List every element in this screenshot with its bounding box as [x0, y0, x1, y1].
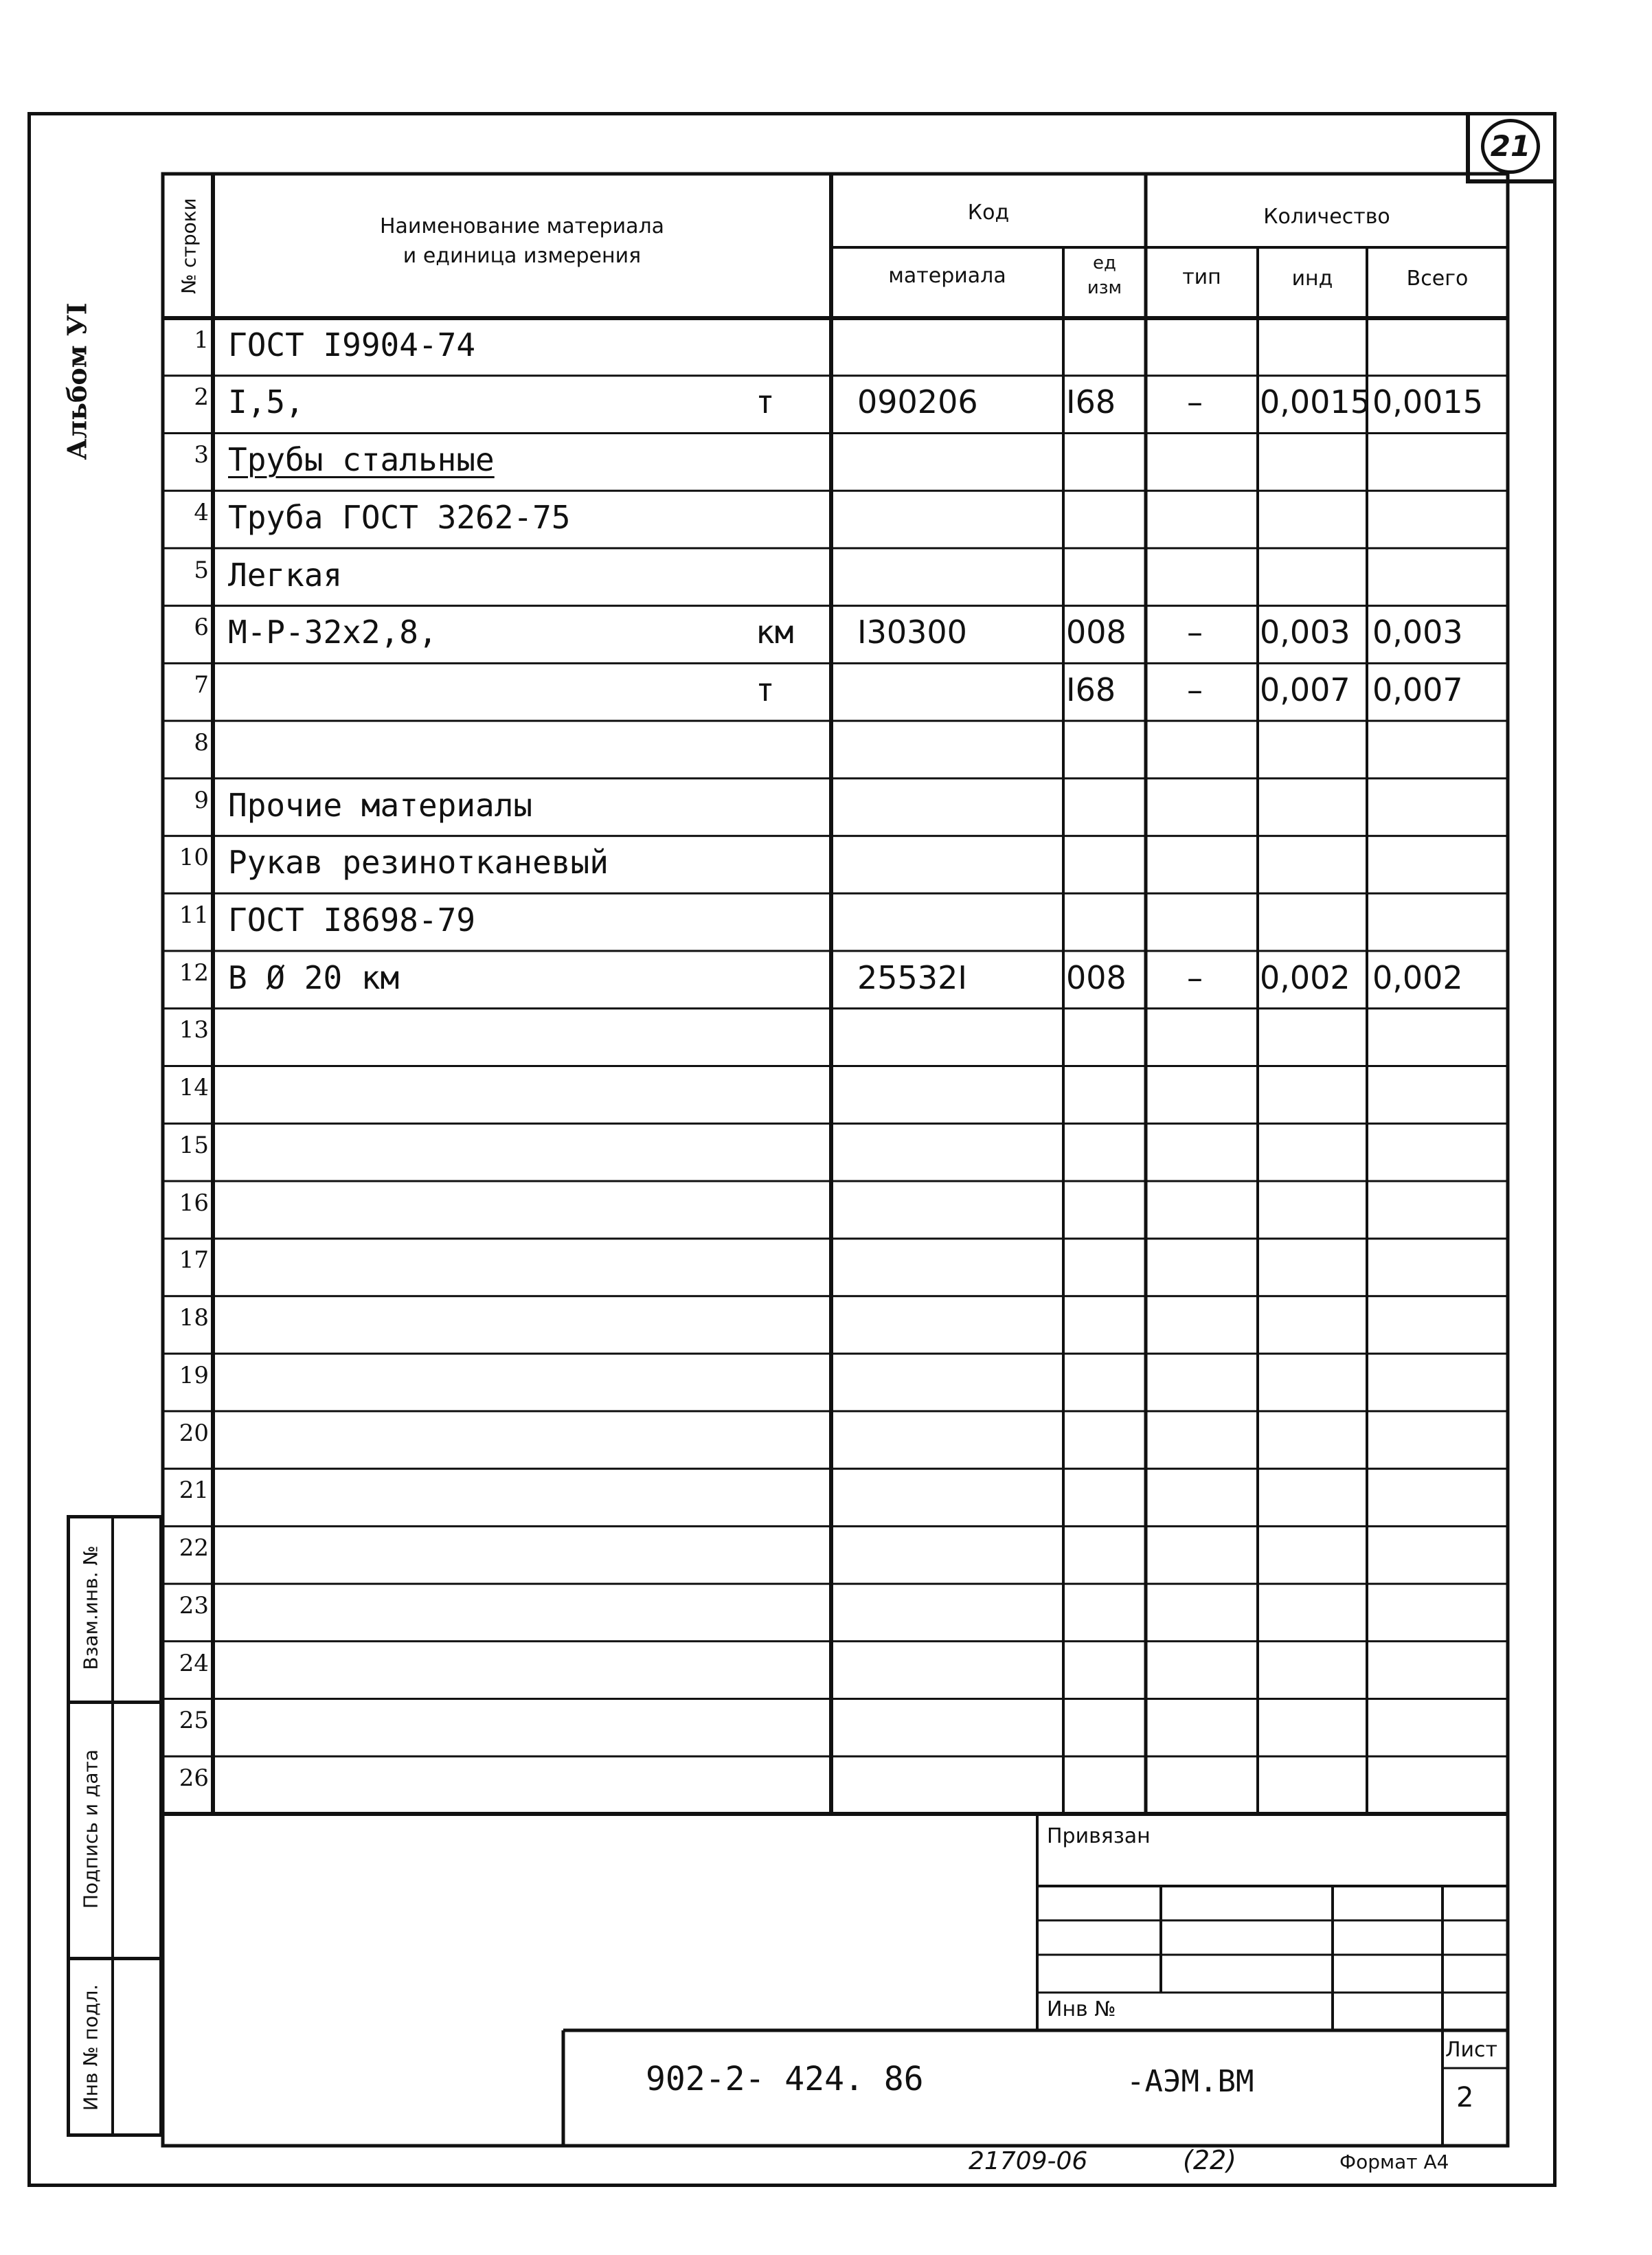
row-number: 4 — [194, 498, 209, 526]
name-header-line1: Наименование материала — [379, 214, 665, 238]
type-header: тип — [1182, 265, 1221, 289]
material-name: ГОСТ I9904-74 — [228, 326, 476, 363]
row-number: 17 — [179, 1246, 209, 1275]
bound-label: Привязан — [1047, 1824, 1151, 1848]
type-quantity: – — [1187, 383, 1203, 421]
type-quantity: – — [1187, 958, 1203, 996]
ind-header: инд — [1291, 267, 1333, 291]
row-number: 24 — [179, 1649, 209, 1677]
total-quantity: 0,002 — [1372, 958, 1463, 996]
material-name: М-Р-32х2,8, — [228, 614, 438, 651]
row-number: 26 — [179, 1764, 209, 1792]
album-label: Альбом УI — [61, 302, 93, 460]
row-number: 19 — [179, 1361, 209, 1389]
row-number: 5 — [194, 556, 209, 584]
unit-header-line2: изм — [1087, 278, 1122, 298]
row-number: 23 — [179, 1591, 209, 1619]
total-quantity: 0,007 — [1372, 671, 1463, 709]
material-name: Прочие материалы — [228, 786, 533, 824]
individual-quantity: 0,003 — [1260, 614, 1350, 651]
unit-of-measure: км — [756, 614, 794, 651]
sheet-value: 2 — [1456, 2082, 1474, 2113]
row-number: 6 — [194, 614, 209, 642]
inv-orig-label: Инв № подл. — [79, 1984, 102, 2111]
quantity-header: Количество — [1263, 205, 1390, 229]
row-number-header: № строки — [177, 198, 201, 294]
unit-code: 008 — [1066, 958, 1127, 996]
row-number: 13 — [179, 1016, 209, 1044]
row-number: 3 — [194, 441, 209, 469]
row-number: 9 — [194, 786, 209, 814]
unit-code: 008 — [1066, 614, 1127, 651]
material-name: Трубы стальные — [228, 441, 495, 479]
code-header: Код — [967, 201, 1010, 225]
sheet-label: Лист — [1445, 2038, 1498, 2062]
row-number: 7 — [194, 671, 209, 699]
material-name: I,5, — [228, 383, 304, 421]
row-number: 1 — [194, 326, 209, 354]
material-name: ГОСТ I8698-79 — [228, 901, 476, 939]
signature-date-label: Подпись и дата — [79, 1749, 102, 1909]
row-number: 12 — [179, 958, 209, 987]
row-number: 21 — [179, 1477, 209, 1505]
material-header: материала — [888, 264, 1006, 288]
inv-no-label: Инв № — [1047, 1997, 1116, 2021]
row-number: 15 — [179, 1131, 209, 1159]
total-quantity: 0,003 — [1372, 614, 1463, 651]
row-number: 11 — [179, 901, 209, 930]
unit-header-line1: ед — [1093, 253, 1116, 273]
replace-inv-label: Взам.инв. № — [79, 1545, 102, 1670]
row-number: 2 — [194, 383, 209, 412]
unit-of-measure: т — [756, 383, 775, 421]
total-quantity: 0,0015 — [1372, 383, 1483, 421]
material-name: Труба ГОСТ 3262-75 — [228, 498, 571, 536]
row-number: 8 — [194, 728, 209, 756]
row-number: 14 — [179, 1074, 209, 1102]
material-code: I30300 — [857, 614, 967, 651]
sheet-number: 21 — [1481, 119, 1540, 174]
material-name: Легкая — [228, 556, 343, 594]
unit-of-measure: т — [756, 671, 775, 709]
document-suffix: -АЭМ.ВМ — [1127, 2064, 1254, 2099]
material-code: 25532I — [857, 958, 967, 996]
unit-code: I68 — [1066, 383, 1116, 421]
row-number: 18 — [179, 1304, 209, 1332]
type-quantity: – — [1187, 671, 1203, 709]
individual-quantity: 0,002 — [1260, 958, 1350, 996]
row-number: 22 — [179, 1534, 209, 1562]
material-name: В Ø 20 км — [228, 958, 400, 996]
format-label: Формат А4 — [1339, 2151, 1449, 2173]
name-header-line2: и единица измерения — [403, 244, 642, 268]
material-name: Рукав резинотканевый — [228, 844, 609, 882]
individual-quantity: 0,0015 — [1260, 383, 1370, 421]
archive-number: 21709-06 — [969, 2147, 1088, 2175]
type-quantity: – — [1187, 614, 1203, 651]
page-reference: (22) — [1183, 2145, 1237, 2175]
individual-quantity: 0,007 — [1260, 671, 1350, 709]
row-number: 16 — [179, 1189, 209, 1217]
row-number: 20 — [179, 1419, 209, 1447]
document-number: 902-2- 424. 86 — [646, 2060, 924, 2098]
material-code: 090206 — [857, 383, 978, 421]
row-number: 10 — [179, 844, 209, 872]
row-number: 25 — [179, 1707, 209, 1735]
total-header: Всего — [1406, 267, 1469, 291]
unit-code: I68 — [1066, 671, 1116, 709]
